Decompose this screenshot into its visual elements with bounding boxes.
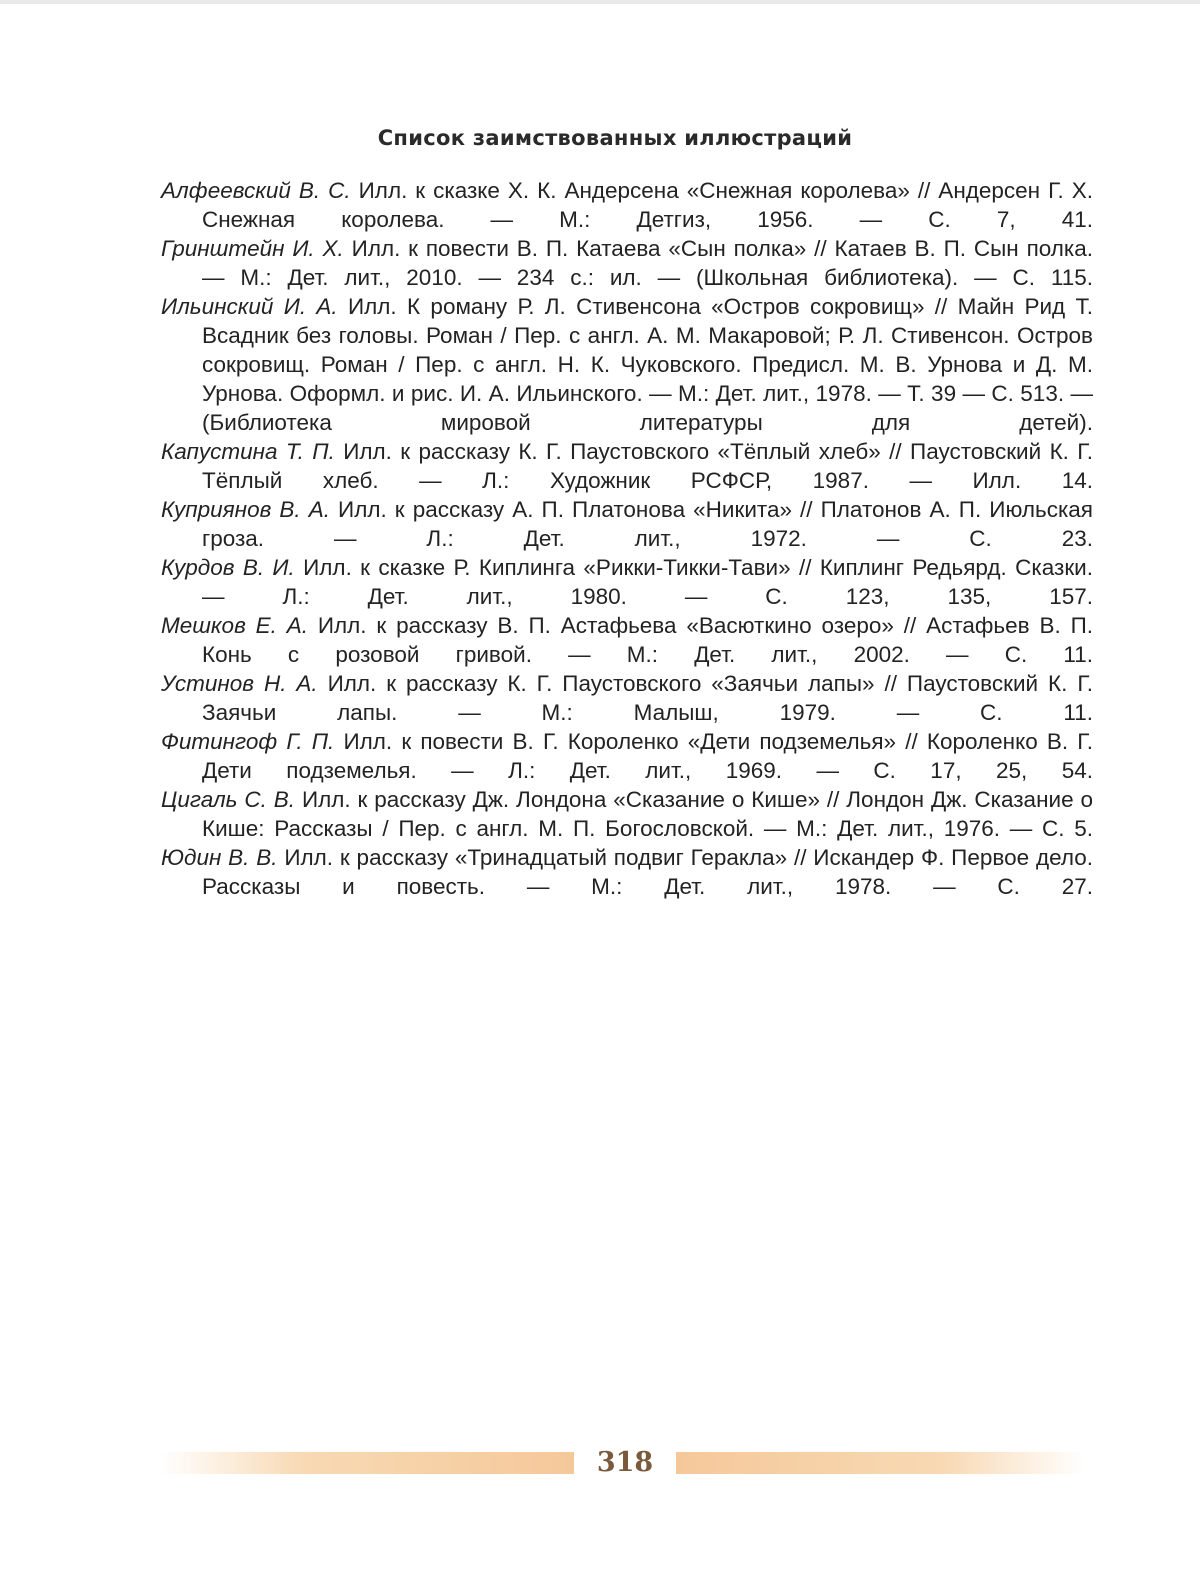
footer-bar-left — [160, 1452, 574, 1474]
top-edge-rule — [0, 0, 1200, 4]
reference-author: Юдин В. В. — [161, 845, 278, 870]
reference-text: Илл. к рассказу Дж. Лондона «Сказание о Кише» // Лондон Дж. Сказание о Кише: Рассказы / Пер. с англ. М. П. Богословской. — М.: Дет. лит., 1976. — С. 5. — [202, 787, 1093, 841]
reference-text: Илл. К роману Р. Л. Стивенсона «Остров сокровищ» // Майн Рид Т. Всадник без головы. Роман / Пер. с англ. А. М. Макаровой; Р. Л. Стивенсон. Остров сокровищ. Роман / Пер. с англ. Н. К. Чуковского. Предисл. М. В. Урнова и Д. М. Урнова. Оформл. и рис. И. А. Ильинского. — М.: Дет. лит., 1978. — Т. 39 — С. 513. — (Библиотека мировой литературы для детей). — [202, 294, 1093, 435]
reference-item — [161, 785, 1093, 843]
reference-text: Илл. к сказке Р. Киплинга «Рикки-Тикки-Тави» // Киплинг Редьярд. Сказки. — Л.: Дет. лит., 1980. — С. 123, 135, 157. — [202, 555, 1093, 609]
page-number: 318 — [596, 1447, 654, 1478]
reference-item — [161, 234, 1093, 292]
reference-item — [161, 669, 1093, 727]
reference-text: Илл. к повести В. Г. Короленко «Дети подземелья» // Короленко В. Г. Дети подземелья. — Л.: Дет. лит., 1969. — С. 17, 25, 54. — [202, 729, 1093, 783]
reference-item — [161, 843, 1093, 901]
reference-text: Илл. к рассказу К. Г. Паустовского «Тёплый хлеб» // Паустовский К. Г. Тёплый хлеб. — Л.: Художник РСФСР, 1987. — Илл. 14. — [202, 439, 1093, 493]
reference-author: Алфеевский В. С. — [161, 178, 351, 203]
page-title: Список заимствованных иллюстраций — [377, 126, 853, 150]
reference-item — [161, 292, 1093, 437]
reference-author: Курдов В. И. — [161, 555, 295, 580]
reference-item — [161, 553, 1093, 611]
reference-author: Устинов Н. А. — [161, 671, 318, 696]
reference-text: Илл. к рассказу «Тринадцатый подвиг Геракла» // Искандер Ф. Первое дело. Рассказы и повесть. — М.: Дет. лит., 1978. — С. 27. — [202, 845, 1093, 899]
reference-author: Куприянов В. А. — [161, 497, 330, 522]
footer-bar-right — [676, 1452, 1086, 1474]
reference-item — [161, 437, 1093, 495]
reference-author: Ильинский И. А. — [161, 294, 338, 319]
reference-list — [161, 176, 1093, 901]
reference-author: Гринштейн И. Х. — [161, 236, 344, 261]
reference-text: Илл. к рассказу В. П. Астафьева «Васюткино озеро» // Астафьев В. П. Конь с розовой гривой. — М.: Дет. лит., 2002. — С. 11. — [202, 613, 1093, 667]
reference-text: Илл. к рассказу К. Г. Паустовского «Заячьи лапы» // Паустовский К. Г. Заячьи лапы. — М.: Малыш, 1979. — С. 11. — [202, 671, 1094, 725]
reference-author: Мешков Е. А. — [161, 613, 309, 638]
reference-text: Илл. к сказке Х. К. Андерсена «Снежная королева» // Андерсен Г. Х. Снежная королева. — М.: Детгиз, 1956. — С. 7, 41. — [202, 178, 1093, 232]
reference-item — [161, 176, 1093, 234]
reference-item — [161, 727, 1093, 785]
reference-author: Фитингоф Г. П. — [161, 729, 335, 754]
reference-item — [161, 495, 1093, 553]
reference-text: Илл. к повести В. П. Катаева «Сын полка» // Катаев В. П. Сын полка. — М.: Дет. лит., 2010. — 234 с.: ил. — (Школьная библиотека). — С. 115. — [202, 236, 1094, 290]
reference-text: Илл. к рассказу А. П. Платонова «Никита» // Платонов А. П. Июльская гроза. — Л.: Дет. лит., 1972. — С. 23. — [202, 497, 1093, 551]
reference-author: Цигаль С. В. — [161, 787, 296, 812]
reference-author: Капустина Т. П. — [161, 439, 335, 464]
reference-item — [161, 611, 1093, 669]
